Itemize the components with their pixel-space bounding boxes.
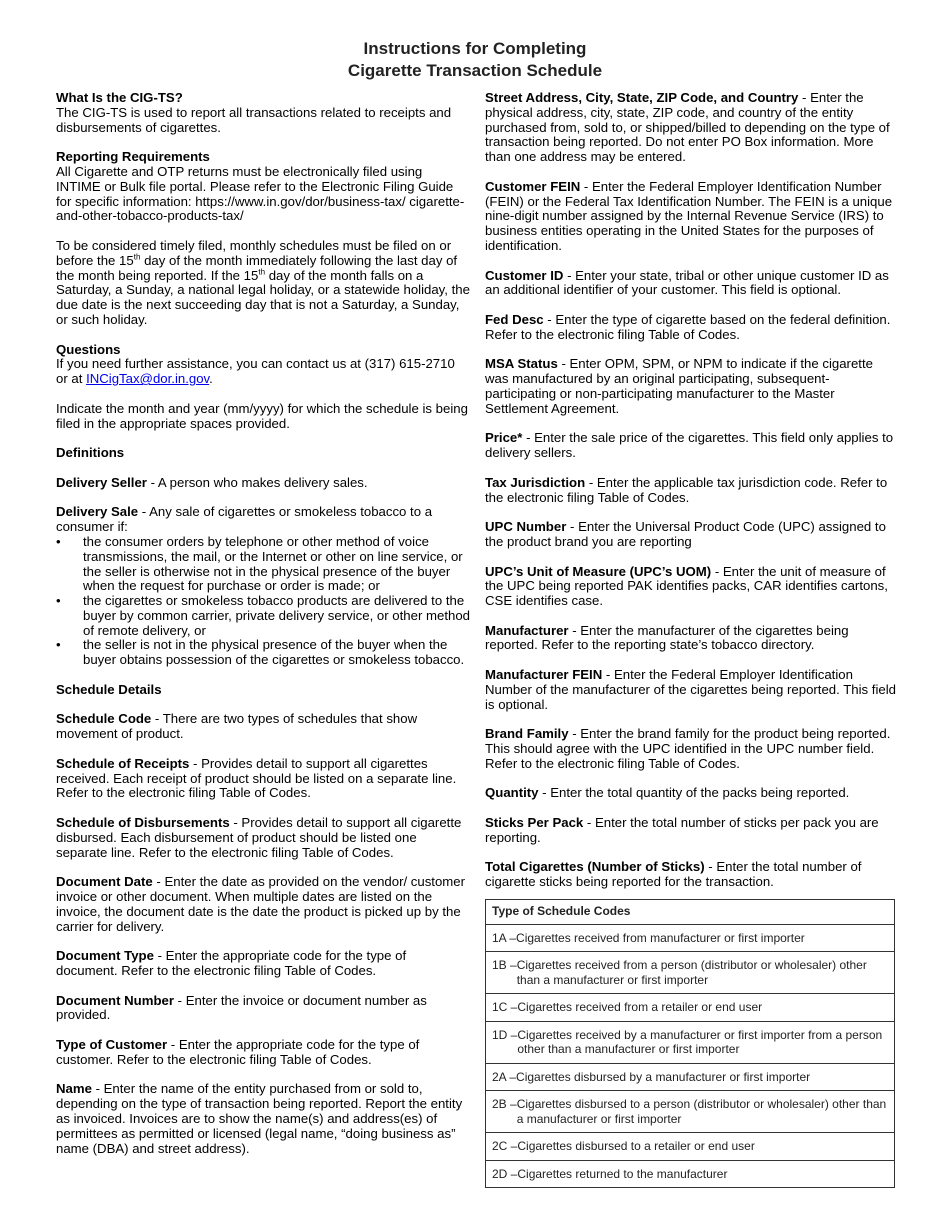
- item-text: - Enter the unit of measure of the UPC being reported PAK identifies packs, CAR identifies cartons, CSE identifies case.: [485, 563, 888, 609]
- item-heading: Tax Jurisdiction: [485, 474, 586, 490]
- item-text: - Provides detail to support all cigarettes received. Each receipt of product should be listed on a separate line. Refer to the electronic filing Table of Codes.: [56, 755, 457, 801]
- page-title: [0, 38, 950, 82]
- definitions-heading: Definitions: [56, 445, 125, 461]
- customer-fein-definition: [485, 180, 897, 254]
- item-text: - Enter the Universal Product Code (UPC) assigned to the product brand you are reporting: [485, 519, 886, 549]
- item-heading: Type of Customer: [56, 1037, 168, 1052]
- item-heading: Schedule of Receipts: [56, 755, 190, 771]
- schedule-details-heading: Schedule Details: [56, 681, 162, 697]
- item-text: - Enter the brand family for the product being reported. This should agree with the UPC identified in the UPC number field. Refer to the electronic filing Table of Codes.: [485, 726, 891, 771]
- table-cell: [486, 994, 895, 1022]
- reporting-heading: Reporting Requirements: [56, 149, 210, 165]
- tax-jurisdiction-definition: [485, 476, 897, 506]
- code-item: [492, 958, 888, 987]
- code-label: 1A –: [492, 930, 517, 945]
- code-item: [492, 1139, 888, 1154]
- item-text: - Enter the appropriate code for the type of document. Refer to the electronic filing Table of Codes.: [56, 948, 407, 979]
- code-item: [492, 1000, 888, 1015]
- table-row: [486, 1091, 895, 1133]
- item-heading: Manufacturer: [485, 622, 569, 638]
- item-text: - Enter the sale price of the cigarettes. This field only applies to delivery sellers.: [485, 430, 894, 461]
- code-description: Cigarettes disbursed to a retailer or end user: [517, 1139, 755, 1153]
- item-heading: Quantity: [485, 785, 539, 801]
- title-line-1: Instructions for Completing: [363, 39, 587, 58]
- questions-heading: Questions: [56, 341, 121, 357]
- list-item: • the consumer orders by telephone or other method of voice transmissions, the mail, or the Internet or other on line service, or the seller is otherwise not in the physical presence of the buyer when the request for purchase or order is made; or: [56, 535, 470, 594]
- reporting-section: [56, 150, 470, 224]
- table-row: [486, 1063, 895, 1091]
- item-heading: Document Type: [56, 948, 154, 964]
- schedule-details-section: [56, 683, 470, 698]
- questions-end: .: [209, 371, 213, 387]
- email-link[interactable]: INCigTax@dor.in.gov: [86, 371, 210, 387]
- item-text: - Enter the appropriate code for the type of customer. Refer to the electronic filing Table of Codes.: [56, 1037, 420, 1067]
- customer-id-definition: [485, 269, 897, 299]
- brand-family-definition: [485, 727, 897, 771]
- right-column: [485, 91, 897, 905]
- table-cell: [486, 1091, 895, 1133]
- quantity-definition: [485, 786, 897, 801]
- item-text: - Enter the total number of cigarette sticks being reported for the transaction.: [485, 859, 862, 890]
- sticks-per-pack-definition: [485, 816, 897, 846]
- code-description: Cigarettes received from manufacturer or first importer: [516, 930, 805, 945]
- table-row: [486, 1160, 895, 1188]
- indicate-paragraph: Indicate the month and year (mm/yyyy) for which the schedule is being filed in the appropriate spaces provided.: [56, 400, 468, 431]
- code-label: 2D –: [492, 1166, 518, 1181]
- item-text: - Enter the applicable tax jurisdiction code. Refer to the electronic filing Table of Codes.: [485, 474, 888, 505]
- document-date-definition: [56, 875, 470, 934]
- item-text: - Enter the Federal Employer Identification Number of the manufacturer of the cigarettes being reported. This field is optional.: [485, 667, 896, 712]
- item-heading: MSA Status: [485, 356, 558, 372]
- table-header-row: [486, 900, 895, 925]
- delivery-sale-conditions-list: [56, 535, 470, 668]
- timely-sup-1: th: [133, 252, 141, 262]
- upc-uom-definition: [485, 565, 897, 609]
- timely-filed-paragraph: [56, 239, 470, 328]
- table-cell: [486, 1021, 895, 1063]
- code-item: [492, 1167, 888, 1182]
- table-cell: [486, 1133, 895, 1161]
- table-row: [486, 1133, 895, 1161]
- item-heading: Price*: [485, 430, 523, 446]
- item-heading: Street Address, City, State, ZIP Code, and Country: [485, 90, 799, 105]
- document-type-definition: [56, 949, 470, 979]
- schedule-of-disbursements-definition: [56, 816, 470, 860]
- item-text: - Enter the date as provided on the vendor/ customer invoice or other document. When multiple dates are listed on the invoice, the document date is the date the product is picked up by the carrier for delivery.: [56, 874, 466, 934]
- item-text: - Enter the Federal Employer Identification Number (FEIN) or the Federal Tax Identification Number. The FEIN is a unique nine-digit number assigned by the Internal Revenue Service (IRS) to business entities operating in the United States for the purposes of identification.: [485, 178, 893, 253]
- delivery-sale-definition: [56, 505, 470, 535]
- code-item: [492, 1070, 888, 1085]
- item-text: - Enter OPM, SPM, or NPM to indicate if the cigarette was manufactured by an original participating, subsequent-participating or non-participating manufacturer to the Master Settlement Agreement.: [485, 356, 873, 416]
- name-definition: [56, 1082, 470, 1156]
- code-item: [492, 1028, 888, 1057]
- timely-text-1: To be considered timely filed, monthly schedules must be filed on or before the 15: [56, 237, 452, 268]
- code-description: Cigarettes returned to the manufacturer: [517, 1166, 728, 1181]
- code-label: 2A –: [492, 1069, 517, 1084]
- code-label: 2C –: [492, 1139, 518, 1153]
- item-heading: UPC’s Unit of Measure (UPC’s UOM): [485, 563, 712, 579]
- upc-number-definition: [485, 520, 897, 550]
- fed-desc-definition: [485, 313, 897, 343]
- item-heading: Name: [56, 1081, 92, 1097]
- item-text: - Enter the type of cigarette based on the federal definition. Refer to the electronic filing Table of Codes.: [485, 311, 891, 342]
- item-heading: Document Number: [56, 992, 174, 1008]
- list-item: • the seller is not in the physical presence of the buyer when the buyer obtains possession of the cigarettes or smokeless tobacco.: [56, 638, 470, 668]
- code-description: Cigarettes received by a manufacturer or first importer from a person other than a manufacturer or first importer: [517, 1027, 883, 1056]
- item-heading: UPC Number: [485, 519, 567, 535]
- code-label: 2B –: [492, 1097, 517, 1111]
- item-heading: Brand Family: [485, 726, 569, 742]
- manufacturer-definition: [485, 624, 897, 654]
- item-text: - Enter the physical address, city, state, ZIP code, and country of the entity purchased from, sold to, or shipped/billed to depending on the type of transaction being reported. Do not enter PO Box information. More than one address may be entered.: [485, 90, 890, 165]
- what-text: The CIG-TS is used to report all transactions related to receipts and disbursements of cigarettes.: [56, 104, 452, 135]
- item-heading: Customer ID: [485, 267, 564, 283]
- msa-status-definition: [485, 357, 897, 416]
- code-label: 1B –: [492, 958, 517, 972]
- item-heading: Sticks Per Pack: [485, 815, 584, 831]
- timely-text-3: day of the month falls on a Saturday, a Sunday, a national legal holiday, or a statewide holiday, the due date is the next succeeding day that is not a Saturday, a Sunday, or such holiday.: [56, 267, 470, 327]
- table-header: Type of Schedule Codes: [486, 900, 895, 925]
- delivery-seller-heading: Delivery Seller: [56, 474, 147, 490]
- item-text: - Enter the invoice or document number as provided.: [56, 992, 427, 1023]
- table-cell: [486, 924, 895, 952]
- table-cell: [486, 1160, 895, 1188]
- code-description: Cigarettes received from a person (distributor or wholesaler) other than a manufacturer or first importer: [516, 958, 867, 987]
- questions-text: If you need further assistance, you can contact us at (317) 615-2710 or at: [56, 356, 455, 387]
- list-item: • the cigarettes or smokeless tobacco products are delivered to the buyer by common carrier, private delivery service, or other method of remote delivery, or: [56, 594, 470, 638]
- reporting-text: All Cigarette and OTP returns must be electronically filed using INTIME or Bulk file portal. Please refer to the Electronic Filing Guide for specific information: https://www.in.gov/dor/business-tax/ cigarette-and-other-tobacco-products-tax/: [56, 163, 465, 224]
- delivery-seller-definition: [56, 476, 470, 491]
- delivery-sale-text: - Any sale of cigarettes or smokeless tobacco to a consumer if:: [56, 504, 433, 535]
- street-address-definition: [485, 91, 897, 165]
- total-cigarettes-definition: [485, 860, 897, 890]
- item-text: - Enter the manufacturer of the cigarettes being reported. Refer to the reporting state’s tobacco directory.: [485, 622, 849, 653]
- item-heading: Fed Desc: [485, 311, 544, 327]
- manufacturer-fein-definition: [485, 668, 897, 712]
- code-description: Cigarettes disbursed to a person (distributor or wholesaler) other than a manufacturer or first importer: [516, 1097, 887, 1126]
- table-cell: [486, 1063, 895, 1091]
- item-text: - Enter the name of the entity purchased from or sold to, depending on the type of transaction being reported. Report the entity as invoiced. Invoices are to show the name(s) and address(es) of permittees as permitted or licensed (legal name, “doing business as” name (DBA) and street address).: [56, 1081, 463, 1156]
- item-heading: Customer FEIN: [485, 178, 581, 194]
- item-heading: Document Date: [56, 874, 153, 890]
- what-section: [56, 91, 470, 135]
- delivery-sale-heading: Delivery Sale: [56, 504, 139, 520]
- code-item: [492, 931, 888, 946]
- schedule-code-definition: [56, 712, 470, 742]
- table-row: [486, 1021, 895, 1063]
- code-label: 1C –: [492, 1000, 518, 1014]
- type-of-customer-definition: [56, 1038, 470, 1068]
- code-description: Cigarettes disbursed by a manufacturer or first importer: [516, 1069, 811, 1084]
- price-definition: [485, 431, 897, 461]
- item-heading: Manufacturer FEIN: [485, 667, 603, 683]
- schedule-of-receipts-definition: [56, 757, 470, 801]
- title-line-2: Cigarette Transaction Schedule: [347, 61, 603, 80]
- document-number-definition: [56, 994, 470, 1024]
- item-text: - There are two types of schedules that show movement of product.: [56, 711, 418, 742]
- table-row: [486, 994, 895, 1022]
- definitions-section: [56, 446, 470, 461]
- timely-text-2: day of the month immediately following the last day of the month being reported. If the 15: [56, 252, 458, 283]
- left-column: [56, 91, 470, 1171]
- code-description: Cigarettes received from a retailer or end user: [517, 1000, 763, 1014]
- item-heading: Schedule of Disbursements: [56, 815, 230, 831]
- item-text: - Enter your state, tribal or other unique customer ID as an additional identifier of your customer. This field is optional.: [485, 267, 889, 298]
- item-text: - Provides detail to support all cigarette disbursed. Each disbursement of product should be listed one separate line. Refer to the electronic filing Table of Codes.: [56, 815, 462, 860]
- item-heading: Schedule Code: [56, 711, 152, 727]
- table-row: [486, 952, 895, 994]
- schedule-codes-table: [485, 899, 895, 1188]
- item-text: - Enter the total quantity of the packs being reported.: [538, 785, 850, 801]
- delivery-seller-text: - A person who makes delivery sales.: [146, 474, 368, 490]
- item-text: - Enter the total number of sticks per pack you are reporting.: [485, 815, 879, 845]
- timely-sup-2: th: [258, 267, 266, 277]
- what-heading: What Is the CIG-TS?: [56, 90, 183, 105]
- table-cell: [486, 952, 895, 994]
- table-row: [486, 924, 895, 952]
- item-heading: Total Cigarettes (Number of Sticks): [485, 859, 705, 875]
- code-item: [492, 1097, 888, 1126]
- questions-section: [56, 343, 470, 387]
- code-label: 1D –: [492, 1027, 518, 1042]
